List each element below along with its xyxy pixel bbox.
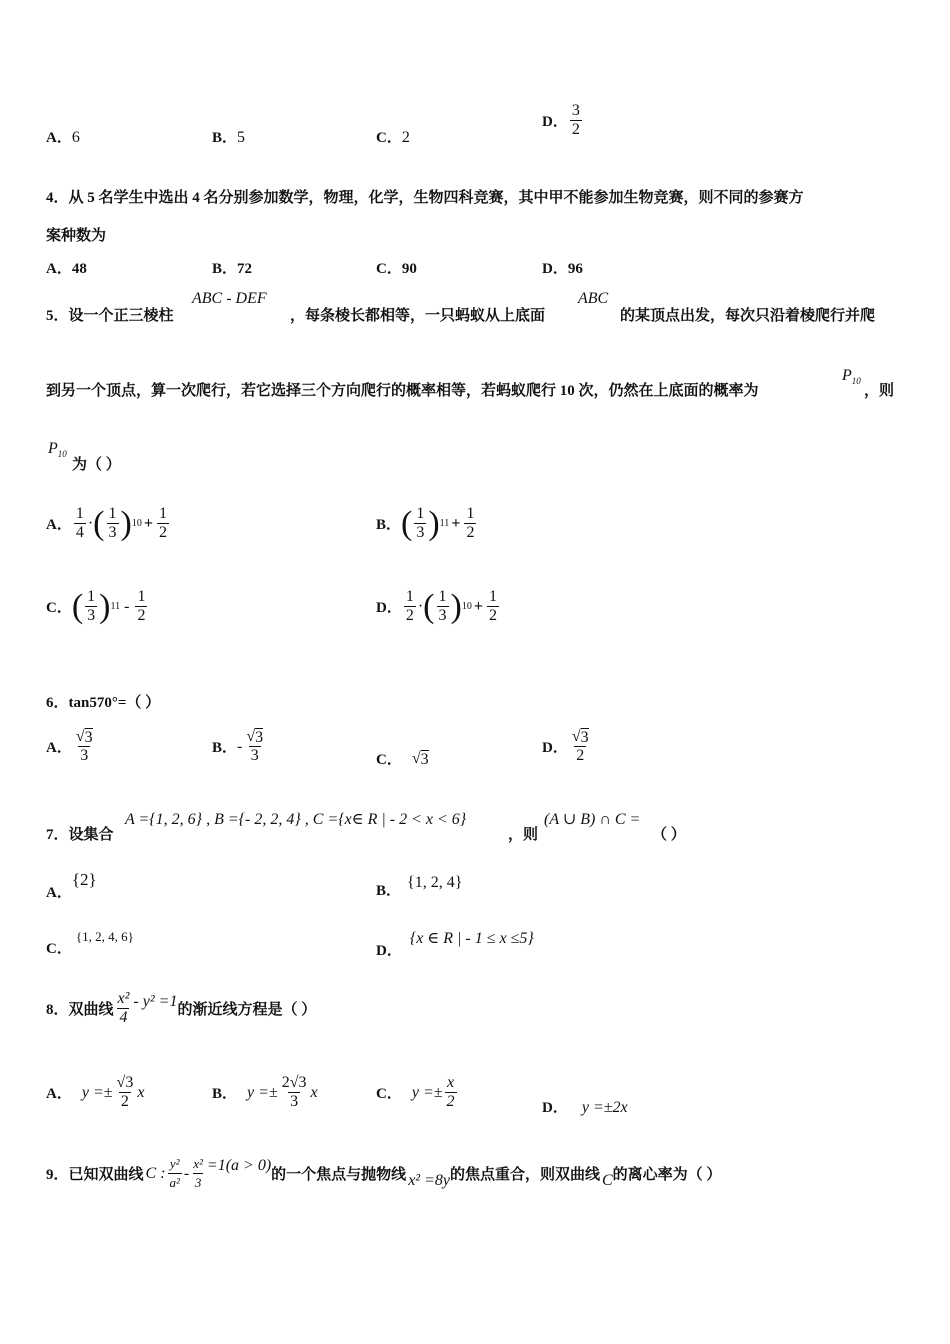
q7-stem-part3: （ ） (652, 827, 686, 843)
option-label: D． (542, 740, 568, 756)
q7-option-a (46, 870, 97, 902)
q5-option-d: D． $\frac{1}{2}$ · ( $\frac{1}{3}$ ) 10 + $\frac{1}{2}$ (376, 587, 497, 625)
q5-p10: $P_{10}$ (842, 367, 861, 386)
q4-option-b: B．72 (212, 261, 253, 277)
fraction: $\frac{3}{2}$ (571, 102, 580, 138)
option-label: A． (46, 1086, 72, 1102)
q3-option-c (376, 126, 410, 147)
option-label: C． (46, 941, 72, 957)
option-value: 6 (71, 129, 80, 146)
q7-option-d (376, 928, 534, 960)
q9-stem: 9．已知双曲线 C : $\frac{\text{y²}}{\text{a²}}$ - $\frac{\text{x²}}{3}$ =1(a > 0) 的一个焦点与抛物线 x² =8y 的焦点重合，则双曲线 C 的离心率为（ ） (46, 1156, 722, 1190)
q5-stem-part2: ，每条棱长都相等，一只蚂蚁从上底面 (290, 308, 546, 324)
q5-stem-part1: 5．设一个正三棱柱 (46, 308, 174, 324)
q4-stem-line1: 4．从 5 名学生中选出 4 名分别参加数学，物理，化学，生物四科竞赛，其中甲不能参加生物竞赛，则不同的参赛方 (46, 190, 804, 206)
q5-abc: ABC (578, 290, 609, 307)
option-label: C． (376, 1086, 402, 1102)
option-value: {2} (71, 870, 97, 889)
q5-then: ，则 (864, 383, 895, 399)
q8-option-a: A． y =± $\frac{√3}{2}$ x (46, 1074, 145, 1110)
q5-option-c: C． ( $\frac{1}{3}$ ) 11 - $\frac{1}{2}$ (46, 587, 146, 625)
q4-stem-line2: 案种数为 (46, 228, 107, 244)
q6-option-b: B． - √ 3 3 (212, 728, 264, 764)
option-value: 5 (237, 129, 246, 146)
option-label: A． (46, 885, 72, 901)
q8-option-c: C． y =± $\frac{x}{2}$ (376, 1074, 455, 1110)
q5-option-b: B． ( $\frac{1}{3}$ ) 11 + $\frac{1}{2}$ (376, 504, 475, 542)
q7-sets: A ={1, 2, 6} , B ={- 2, 2, 4} , C ={x∈ R | - 2 < x < 6} (125, 811, 467, 828)
q5-option-a: A． $\frac{1}{4}$ · ( $\frac{1}{3}$ ) 10 + $\frac{1}{2}$ (46, 504, 167, 542)
q6-option-a: A． √ 3 3 (46, 728, 93, 764)
q7-option-c (46, 928, 134, 958)
option-label: C． (46, 600, 72, 616)
option-value: {x ∈ R | - 1 ≤ x ≤5} (409, 930, 534, 947)
option-label: B． (376, 883, 402, 899)
q8-stem: 8．双曲线 $\frac{\text{x²}}{4}$ - y² =1 的渐近线方程是（ ） (46, 990, 317, 1026)
q7-expr: (A ∪ B) ∩ C = (544, 811, 641, 828)
option-value: 2 (401, 129, 410, 146)
option-label: D． (542, 1100, 568, 1116)
q6-stem: 6．tan570°=（ ） (46, 695, 161, 711)
q7-stem-part1: 7．设集合 (46, 827, 114, 843)
option-label: B． (212, 740, 238, 756)
q8-option-d (542, 1096, 628, 1117)
q7-option-b (376, 874, 462, 900)
option-label: C． (376, 752, 402, 768)
q8-option-b: B． y =± $\frac{2√3}{3}$ x (212, 1074, 318, 1110)
option-label: D． (376, 600, 402, 616)
q4-option-a: A．48 (46, 261, 87, 277)
option-label: A． (46, 517, 72, 533)
q3-option-a (46, 126, 80, 147)
option-label: C． (376, 130, 402, 146)
option-value: {1, 2, 4, 6} (75, 929, 134, 944)
option-label: D． (376, 943, 402, 959)
q5-p10-line3: $P_{10}$ (48, 440, 67, 459)
q3-option-b (212, 126, 245, 147)
q4-option-d: D．96 (542, 261, 583, 277)
q4-option-c: C．90 (376, 261, 417, 277)
q3-option-d (542, 102, 584, 139)
q7-stem-part2: ，则 (508, 827, 539, 843)
q5-prism: ABC - DEF (192, 290, 267, 307)
q6-option-c: C． √ 3 (376, 749, 429, 768)
option-label: B． (376, 517, 402, 533)
option-label: A． (46, 130, 72, 146)
q5-stem-line2: 到另一个顶点，算一次爬行，若它选择三个方向爬行的概率相等，若蚂蚁爬行 10 次，仍然在上底面的概率为 (46, 383, 759, 399)
option-value: y =±2x (581, 1099, 628, 1116)
q5-stem-part3: 的某顶点出发，每次只沿着棱爬行并爬 (620, 308, 876, 324)
q5-stem-line3: 为（ ） (72, 457, 121, 473)
option-label: B． (212, 130, 238, 146)
q6-option-d: D． √ 3 2 (542, 728, 589, 764)
option-label: D． (542, 114, 568, 130)
option-label: A． (46, 740, 72, 756)
option-label: B． (212, 1086, 238, 1102)
option-value: {1, 2, 4} (407, 874, 463, 891)
